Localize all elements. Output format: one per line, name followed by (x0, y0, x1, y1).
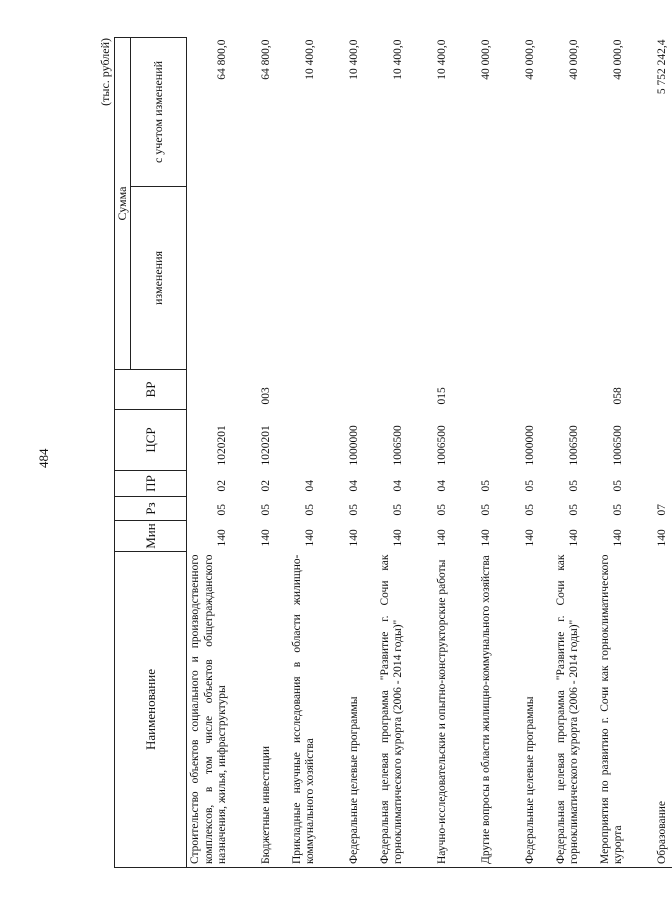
row-csr (452, 410, 496, 471)
page-number: 484 (36, 448, 51, 468)
row-changes (364, 187, 408, 370)
row-min: 140 (216, 529, 228, 547)
row-changes (540, 187, 584, 370)
row-rz: 05 (524, 504, 536, 516)
row-csr: 1006500 (612, 425, 624, 466)
row-csr (628, 410, 672, 471)
row-min: 140 (524, 529, 536, 547)
row-changes (187, 187, 232, 370)
header-name: Наименование (115, 552, 187, 868)
header-pr: ПР (115, 471, 187, 497)
row-with-changes: 10 400,0 (348, 39, 360, 80)
header-rz: Рз (115, 497, 187, 521)
header-changes: изменения (131, 187, 187, 370)
row-vr (276, 370, 320, 410)
table-row (364, 37, 408, 867)
row-pr: 05 (612, 480, 624, 492)
row-rz: 05 (216, 504, 228, 516)
row-vr (320, 370, 364, 410)
row-name: Мероприятия по развитию г. Сочи как горноклиматического курорта (584, 552, 628, 868)
row-csr: 1006500 (392, 425, 404, 466)
row-vr (452, 370, 496, 410)
row-vr: 003 (260, 387, 272, 405)
row-pr: 05 (480, 480, 492, 492)
row-min: 140 (436, 529, 448, 547)
row-name: Прикладные научные исследования в области жилищно-коммунального хозяйства (276, 552, 320, 868)
row-pr: 04 (304, 480, 316, 492)
row-min: 140 (260, 529, 272, 547)
row-with-changes: 5 752 242,4 (656, 39, 668, 95)
row-vr (187, 370, 232, 410)
header-csr: ЦСР (115, 410, 187, 471)
budget-table (114, 37, 672, 868)
row-name: Федеральная целевая программа "Развитие г. Сочи как горноклиматического курорта (2006 - 2014 годы)" (540, 552, 584, 868)
row-with-changes: 40 000,0 (568, 39, 580, 80)
table-row (187, 37, 232, 867)
row-pr: 05 (524, 480, 536, 492)
row-min: 140 (480, 529, 492, 547)
units-note: (тыс. рублей) (98, 38, 112, 106)
table-row (408, 37, 452, 867)
row-min: 140 (304, 529, 316, 547)
budget-sheet (97, 38, 668, 868)
row-pr: 02 (216, 480, 228, 492)
header-vr: ВР (115, 370, 187, 410)
row-changes (584, 187, 628, 370)
row-min: 140 (392, 529, 404, 547)
table-row (452, 37, 496, 867)
table-row (540, 37, 584, 867)
row-changes (452, 187, 496, 370)
row-pr: 04 (348, 480, 360, 492)
row-csr: 1006500 (436, 425, 448, 466)
row-vr (628, 370, 672, 410)
row-rz: 05 (436, 504, 448, 516)
row-csr: 1000000 (524, 425, 536, 466)
header-with-changes: с учетом изменений (131, 37, 187, 186)
table-row (320, 37, 364, 867)
row-with-changes: 10 400,0 (392, 39, 404, 80)
table-row (232, 37, 276, 867)
row-pr: 05 (568, 480, 580, 492)
row-min: 140 (656, 529, 668, 547)
row-vr (540, 370, 584, 410)
table-row (496, 37, 540, 867)
row-csr: 1000000 (348, 425, 360, 466)
row-rz: 05 (260, 504, 272, 516)
row-vr (364, 370, 408, 410)
row-pr: 02 (260, 480, 272, 492)
row-csr (276, 410, 320, 471)
row-min: 140 (612, 529, 624, 547)
row-changes (232, 187, 276, 370)
row-csr: 1006500 (568, 425, 580, 466)
header-min: Мин (115, 521, 187, 552)
row-rz: 05 (392, 504, 404, 516)
row-name: Образование (628, 552, 672, 868)
table-row (584, 37, 628, 867)
row-vr: 058 (612, 387, 624, 405)
row-changes (320, 187, 364, 370)
row-changes (628, 187, 672, 370)
row-min: 140 (348, 529, 360, 547)
row-name: Бюджетные инвестиции (232, 552, 276, 868)
row-changes (496, 187, 540, 370)
row-name: Федеральные целевые программы (320, 552, 364, 868)
row-rz: 05 (304, 504, 316, 516)
row-with-changes: 40 000,0 (612, 39, 624, 80)
row-pr (628, 471, 672, 497)
row-name: Научно-исследовательские и опытно-конструкторские работы (408, 552, 452, 868)
row-rz: 05 (568, 504, 580, 516)
row-name: Строительство объектов социального и производственного комплексов, в том числе объектов общегражданского назначения, жилья, инфраструктуры (187, 552, 232, 868)
row-with-changes: 64 800,0 (260, 39, 272, 80)
row-with-changes: 10 400,0 (436, 39, 448, 80)
row-min: 140 (568, 529, 580, 547)
row-csr: 1020201 (216, 425, 228, 466)
row-with-changes: 40 000,0 (524, 39, 536, 80)
header-sum: Сумма (115, 37, 131, 369)
row-vr (496, 370, 540, 410)
row-rz: 05 (480, 504, 492, 516)
row-name: Другие вопросы в области жилищно-коммунального хозяйства (452, 552, 496, 868)
row-rz: 07 (656, 504, 668, 516)
row-changes (276, 187, 320, 370)
row-changes (408, 187, 452, 370)
row-rz: 05 (348, 504, 360, 516)
row-name: Федеральная целевая программа "Развитие г. Сочи как горноклиматического курорта (2006 - 2014 годы)" (364, 552, 408, 868)
row-pr: 04 (392, 480, 404, 492)
row-with-changes: 10 400,0 (304, 39, 316, 80)
table-row (276, 37, 320, 867)
row-rz: 05 (612, 504, 624, 516)
row-with-changes: 40 000,0 (480, 39, 492, 80)
row-pr: 04 (436, 480, 448, 492)
table-row (628, 37, 672, 867)
row-name: Федеральные целевые программы (496, 552, 540, 868)
row-with-changes: 64 800,0 (216, 39, 228, 80)
row-csr: 1020201 (260, 425, 272, 466)
row-vr: 015 (436, 387, 448, 405)
